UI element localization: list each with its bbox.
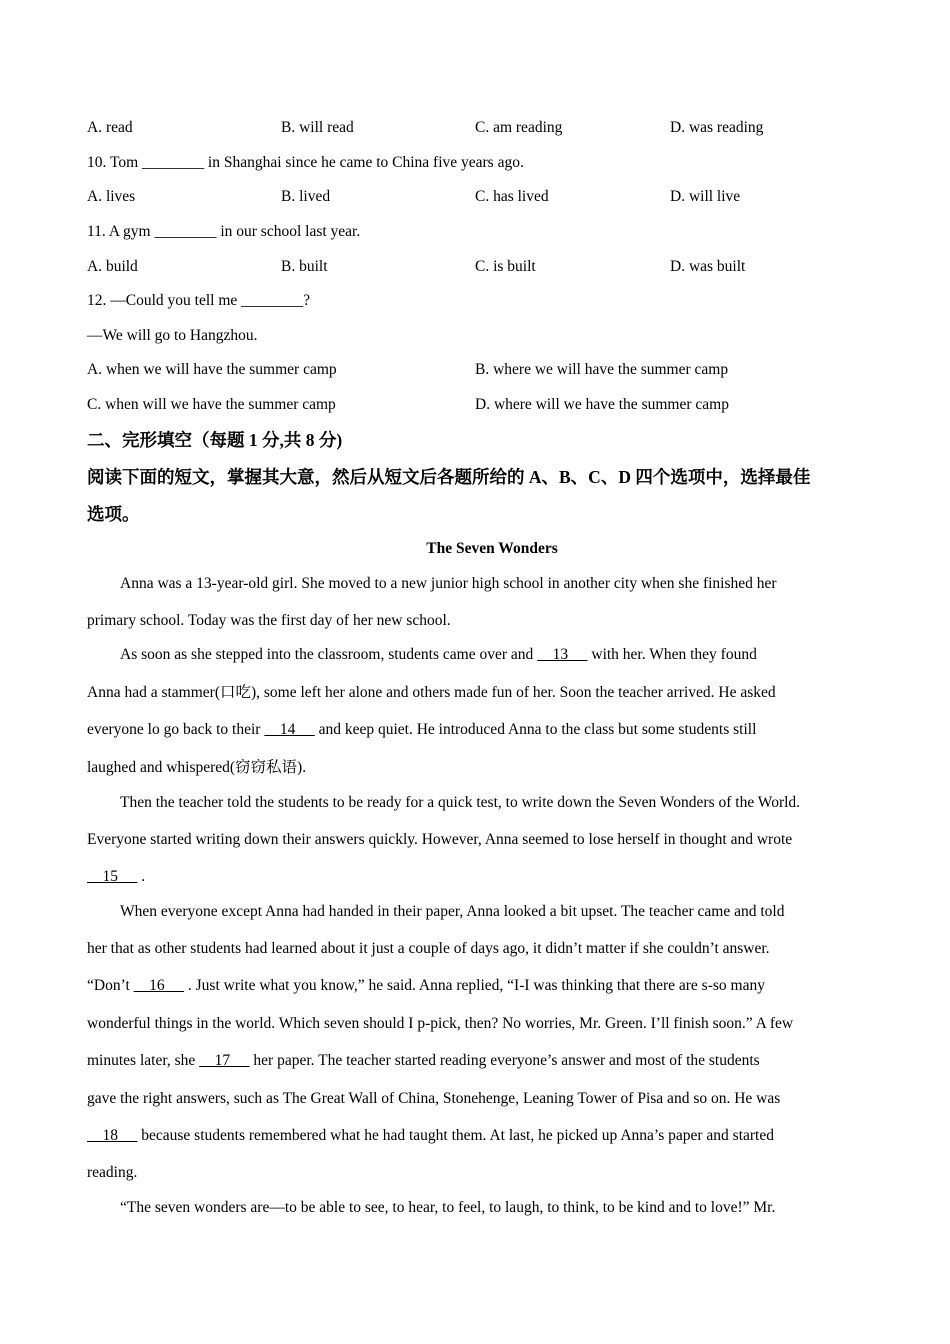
q11-stem: 11. A gym ________ in our school last year.	[87, 223, 361, 240]
q11-option-b[interactable]: B. built	[281, 258, 328, 275]
passage-line: “The seven wonders are—to be able to see, to hear, to feel, to laugh, to think, to be kind and to love!” Mr.	[120, 1199, 776, 1216]
q10-option-c[interactable]: C. has lived	[475, 188, 549, 205]
q10-stem: 10. Tom ________ in Shanghai since he came to China five years ago.	[87, 154, 524, 171]
blank-16[interactable]: 16	[133, 977, 185, 994]
section-instruction-line1: 阅读下面的短文，掌握其大意，然后从短文后各题所给的 A、B、C、D 四个选项中，选择最佳	[87, 467, 811, 487]
section-heading: 二、完形填空（每题 1 分,共 8 分)	[87, 430, 343, 450]
passage-line: her that as other students had learned about it just a couple of days ago, it didn’t matter if she couldn’t answer.	[87, 940, 770, 957]
q9-option-a[interactable]: A. read	[87, 119, 133, 136]
passage-text: her paper. The teacher started reading everyone’s answer and most of the students	[249, 1052, 760, 1069]
q11-option-d[interactable]: D. was built	[670, 258, 746, 275]
passage-text: minutes later, she	[87, 1052, 200, 1069]
passage-text: . Just write what you know,” he said. Anna replied, “I-I was thinking that there are s-so many	[184, 977, 765, 994]
passage-title: The Seven Wonders	[426, 540, 558, 557]
q12-reply: —We will go to Hangzhou.	[87, 327, 258, 344]
passage-line: Anna had a stammer(口吃), some left her alone and others made fun of her. Soon the teacher arrived. He asked	[87, 684, 776, 701]
passage-text: everyone lo go back to their	[87, 721, 265, 738]
passage-line: Anna was a 13-year-old girl. She moved to a new junior high school in another city when she finished her	[120, 575, 777, 592]
section-instruction-line2: 选项。	[87, 504, 140, 524]
passage-text: As soon as she stepped into the classroom, students came over and	[120, 646, 538, 663]
passage-line	[120, 645, 900, 665]
passage-line: When everyone except Anna had handed in their paper, Anna looked a bit upset. The teacher came and told	[120, 903, 785, 920]
q9-option-d[interactable]: D. was reading	[670, 119, 764, 136]
passage-line	[87, 867, 867, 887]
blank-17[interactable]: 17	[199, 1052, 250, 1069]
passage-line: wonderful things in the world. Which seven should I p-pick, then? No worries, Mr. Green. I’ll finish soon.” A few	[87, 1015, 794, 1032]
q10-option-a[interactable]: A. lives	[87, 188, 136, 205]
passage-line: laughed and whispered(窃窃私语).	[87, 759, 307, 776]
q11-option-c[interactable]: C. is built	[475, 258, 536, 275]
q10-option-d[interactable]: D. will live	[670, 188, 741, 205]
q12-stem: 12. —Could you tell me ________?	[87, 292, 311, 309]
passage-line	[87, 1051, 867, 1071]
passage-text: and keep quiet. He introduced Anna to the class but some students still	[314, 721, 757, 738]
blank-15[interactable]: 15	[87, 868, 138, 885]
q11-option-a[interactable]: A. build	[87, 258, 138, 275]
passage-text: because students remembered what he had taught them. At last, he picked up Anna’s paper and started	[137, 1127, 774, 1144]
q12-option-d[interactable]: D. where will we have the summer camp	[475, 396, 729, 413]
passage-line	[87, 1126, 867, 1146]
q12-option-c[interactable]: C. when will we have the summer camp	[87, 396, 336, 413]
passage-line: Then the teacher told the students to be ready for a quick test, to write down the Seven Wonders of the World.	[120, 794, 801, 811]
q9-option-b[interactable]: B. will read	[281, 119, 354, 136]
q12-option-b[interactable]: B. where we will have the summer camp	[475, 361, 729, 378]
passage-line: Everyone started writing down their answers quickly. However, Anna seemed to lose herself in thought and wrote	[87, 831, 793, 848]
blank-13[interactable]: 13	[537, 646, 588, 663]
q9-option-c[interactable]: C. am reading	[475, 119, 563, 136]
q10-option-b[interactable]: B. lived	[281, 188, 331, 205]
passage-line: reading.	[87, 1164, 138, 1181]
blank-18[interactable]: 18	[87, 1127, 138, 1144]
passage-line: primary school. Today was the first day of her new school.	[87, 612, 451, 629]
passage-text: with her. When they found	[587, 646, 757, 663]
passage-line: gave the right answers, such as The Great Wall of China, Stonehenge, Leaning Tower of Pisa and so on. He was	[87, 1090, 781, 1107]
blank-14[interactable]: 14	[264, 721, 315, 738]
passage-text: “Don’t	[87, 977, 134, 994]
q12-option-a[interactable]: A. when we will have the summer camp	[87, 361, 337, 378]
passage-text: .	[137, 868, 146, 885]
passage-line	[87, 976, 867, 996]
passage-line	[87, 720, 867, 740]
